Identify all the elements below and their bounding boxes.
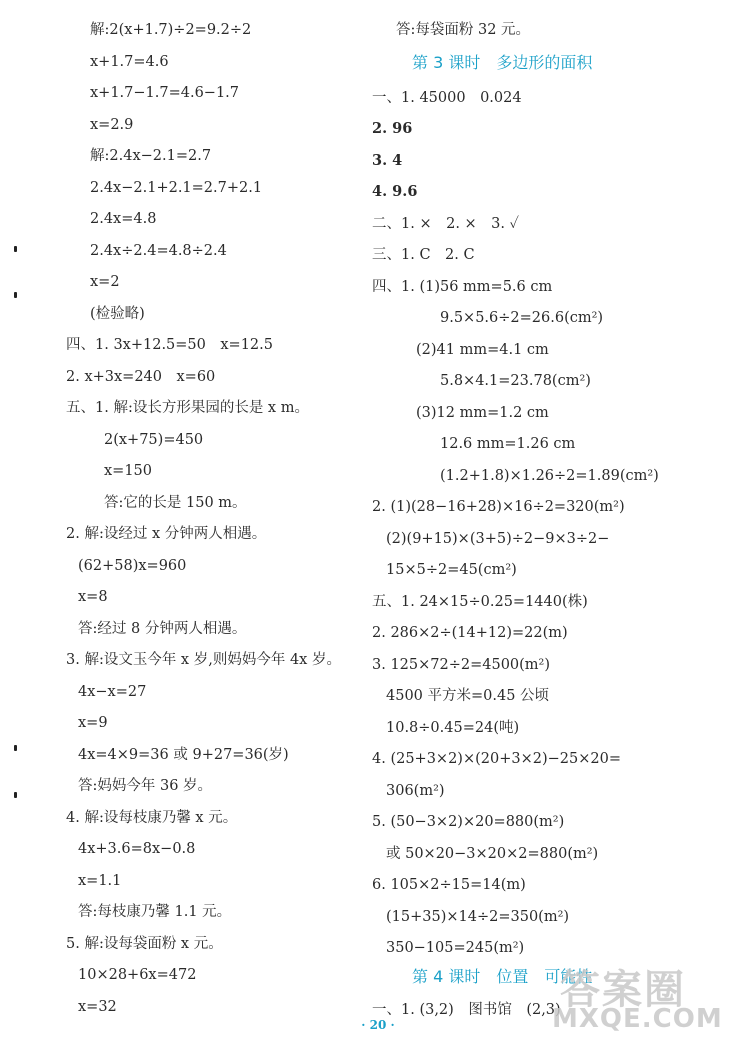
left-line-1: 解:2(x+1.7)÷2=9.2÷2: [90, 22, 252, 38]
right-line-9: 9.5×5.6÷2=26.6(cm²): [440, 310, 604, 326]
right-line-28: (15+35)×14÷2=350(m²): [386, 909, 570, 925]
left-line-24: 4x=4×9=36 或 9+27=36(岁): [78, 747, 289, 763]
right-line-13: 12.6 mm=1.26 cm: [440, 436, 576, 452]
lesson-3-heading: 第 3 课时 多边形的面积: [412, 53, 593, 72]
left-line-29: 答:每枝康乃馨 1.1 元。: [78, 904, 232, 920]
left-line-16: 答:它的长是 150 m。: [104, 495, 247, 511]
left-line-6: 2.4x−2.1+2.1=2.7+2.1: [90, 180, 263, 196]
left-line-19: x=8: [78, 589, 108, 605]
right-line-14: (1.2+1.8)×1.26÷2=1.89(cm²): [440, 468, 659, 484]
watermark-bottom-text: MXQE.COM: [552, 1004, 723, 1034]
left-line-27: 4x+3.6=8x−0.8: [78, 841, 196, 857]
right-line-21: 4500 平方米=0.45 公顷: [386, 688, 550, 704]
right-line-5: 4. 9.6: [372, 183, 418, 200]
scan-mark: [14, 292, 17, 298]
left-line-12: 2. x+3x=240 x=60: [66, 369, 216, 385]
watermark-logo: [548, 958, 748, 1040]
right-line-6: 二、1. × 2. × 3. ✓: [372, 216, 519, 232]
left-line-30: 5. 解:设每袋面粉 x 元。: [66, 936, 223, 952]
right-line-4: 3. 4: [372, 152, 403, 169]
right-line-29: 350−105=245(m²): [386, 940, 525, 956]
right-line-30: 一、1. (3,2) 图书馆 (2,3): [372, 1002, 561, 1018]
right-line-19: 2. 286×2÷(14+12)=22(m): [372, 625, 568, 641]
left-line-28: x=1.1: [78, 873, 122, 889]
left-line-11: 四、1. 3x+12.5=50 x=12.5: [66, 337, 273, 353]
left-line-20: 答:经过 8 分钟两人相遇。: [78, 621, 247, 637]
left-line-31: 10×28+6x=472: [78, 967, 197, 983]
left-line-4: x=2.9: [90, 117, 134, 133]
left-line-15: x=150: [104, 463, 153, 479]
left-line-7: 2.4x=4.8: [90, 211, 157, 227]
scan-mark: [14, 745, 17, 751]
left-line-25: 答:妈妈今年 36 岁。: [78, 778, 213, 794]
scan-mark: [14, 246, 17, 252]
lesson-4-heading: 第 4 课时 位置 可能性: [412, 967, 593, 986]
right-line-11: 5.8×4.1=23.78(cm²): [440, 373, 591, 389]
left-line-14: 2(x+75)=450: [104, 432, 204, 448]
left-line-18: (62+58)x=960: [78, 558, 187, 574]
left-line-23: x=9: [78, 715, 108, 731]
left-line-32: x=32: [78, 999, 117, 1015]
page-number: · 20 ·: [361, 1018, 395, 1032]
right-line-17: 15×5÷2=45(cm²): [386, 562, 517, 578]
right-line-12: (3)12 mm=1.2 cm: [416, 405, 549, 421]
left-line-3: x+1.7−1.7=4.6−1.7: [90, 85, 240, 101]
right-line-8: 四、1. (1)56 mm=5.6 cm: [372, 279, 553, 295]
right-line-25: 5. (50−3×2)×20=880(m²): [372, 814, 565, 830]
right-line-3: 2. 96: [372, 120, 413, 137]
left-line-26: 4. 解:设每枝康乃馨 x 元。: [66, 810, 238, 826]
right-line-10: (2)41 mm=4.1 cm: [416, 342, 549, 358]
right-line-2: 一、1. 45000 0.024: [372, 90, 522, 106]
left-line-2: x+1.7=4.6: [90, 54, 169, 70]
left-line-13: 五、1. 解:设长方形果园的长是 x m。: [66, 400, 309, 416]
left-line-21: 3. 解:设文玉今年 x 岁,则妈妈今年 4x 岁。: [66, 652, 341, 668]
right-line-20: 3. 125×72÷2=4500(m²): [372, 657, 551, 673]
left-line-9: x=2: [90, 274, 120, 290]
right-line-26: 或 50×20−3×20×2=880(m²): [386, 846, 599, 862]
left-line-5: 解:2.4x−2.1=2.7: [90, 148, 212, 164]
right-line-16: (2)(9+15)×(3+5)÷2−9×3÷2−: [386, 531, 610, 547]
right-line-27: 6. 105×2÷15=14(m): [372, 877, 526, 893]
left-line-10: (检验略): [90, 306, 145, 322]
left-line-8: 2.4x÷2.4=4.8÷2.4: [90, 243, 227, 259]
right-line-23: 4. (25+3×2)×(20+3×2)−25×20=: [372, 751, 621, 767]
scan-mark: [14, 792, 17, 798]
right-line-1: 答:每袋面粉 32 元。: [396, 22, 531, 38]
right-line-22: 10.8÷0.45=24(吨): [386, 720, 520, 736]
left-line-17: 2. 解:设经过 x 分钟两人相遇。: [66, 526, 267, 542]
right-line-15: 2. (1)(28−16+28)×16÷2=320(m²): [372, 499, 625, 515]
right-line-24: 306(m²): [386, 783, 445, 799]
right-line-7: 三、1. C 2. C: [372, 247, 475, 263]
left-line-22: 4x−x=27: [78, 684, 147, 700]
watermark-top-text: 答案圈: [560, 967, 686, 1013]
right-line-18: 五、1. 24×15÷0.25=1440(株): [372, 594, 588, 610]
